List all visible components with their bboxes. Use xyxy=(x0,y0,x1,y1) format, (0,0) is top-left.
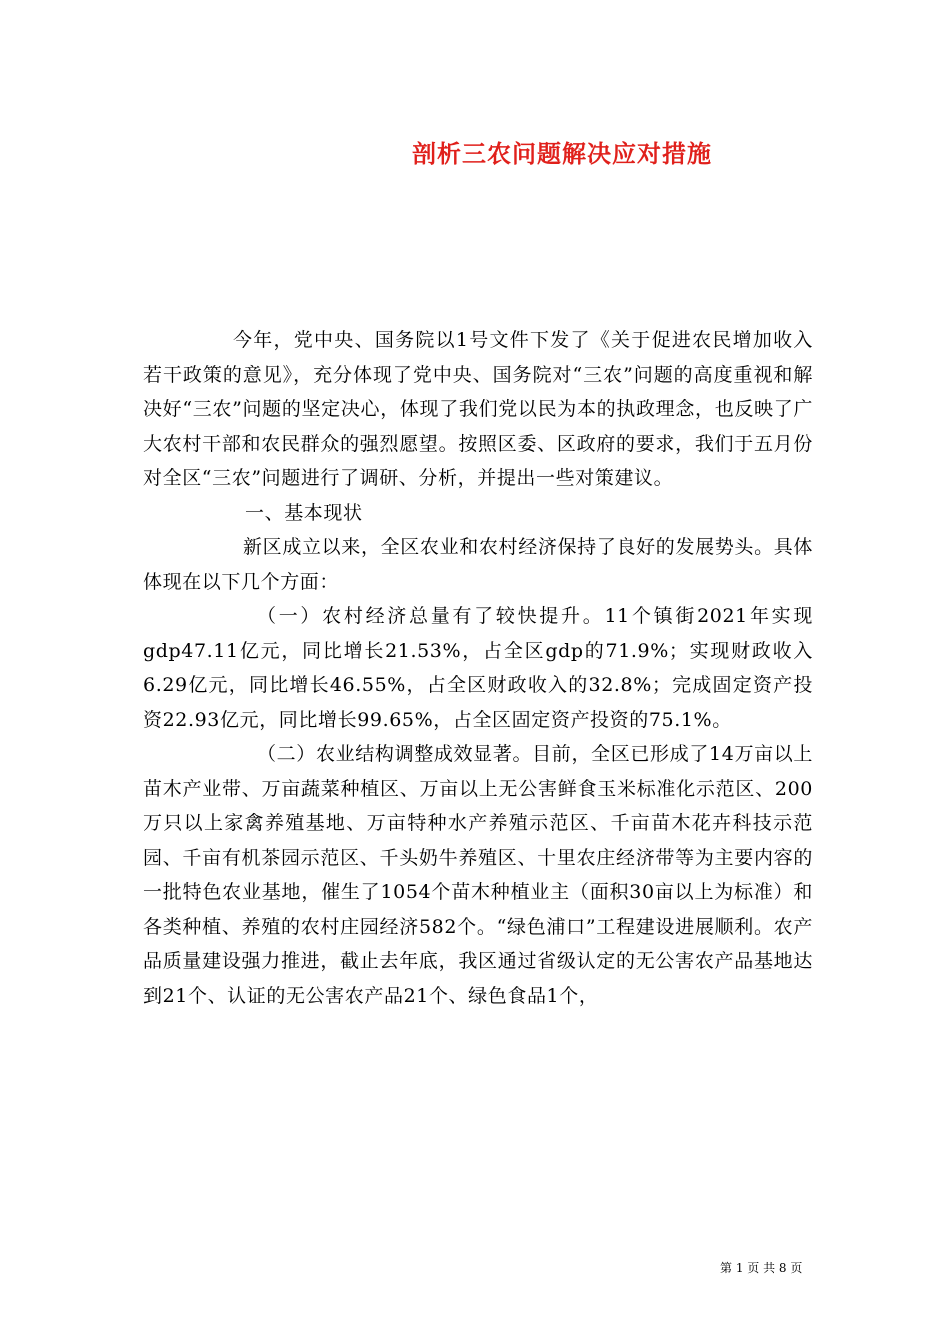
page-number-footer: 第 1 页 共 8 页 xyxy=(720,1261,803,1275)
paragraph-overview: 新区成立以来，全区农业和农村经济保持了良好的发展势头。具体体现在以下几个方面： xyxy=(143,536,813,593)
paragraph-economy-total: （一）农村经济总量有了较快提升。11个镇街2021年实现gdp47.11亿元，同比增长21.53%，占全区gdp的71.9%；实现财政收入6.29亿元，同比增长46.55%，占全区财政收入的32.8%；完成固定资产投资22.93亿元，同比增长99.65%，占全区固定资产投资的75.1%。 xyxy=(143,605,813,731)
section-heading-basic-status: 一、基本现状 xyxy=(245,501,363,524)
document-body xyxy=(143,323,813,1013)
page-title: 剖析三农问题解决应对措施 xyxy=(412,139,712,168)
paragraph-intro: 今年，党中央、国务院以1号文件下发了《关于促进农民增加收入若干政策的意见》，充分体现了党中央、国务院对“三农”问题的高度重视和解决好“三农”问题的坚定决心，体现了我们党以民为本的执政理念，也反映了广大农村干部和农民群众的强烈愿望。按照区委、区政府的要求，我们于五月份对全区“三农”问题进行了调研、分析，并提出一些对策建议。 xyxy=(143,329,813,489)
paragraph-structure-adjustment: （二）农业结构调整成效显著。目前，全区已形成了14万亩以上苗木产业带、万亩蔬菜种植区、万亩以上无公害鲜食玉米标准化示范区、200万只以上家禽养殖基地、万亩特种水产养殖示范区、千亩苗木花卉科技示范园、千亩有机茶园示范区、千头奶牛养殖区、十里农庄经济带等为主要内容的一批特色农业基地，催生了1054个苗木种植业主（面积30亩以上为标准）和各类种植、养殖的农村庄园经济582个。“绿色浦口”工程建设进展顺利。农产品质量建设强力推进，截止去年底，我区通过省级认定的无公害农产品基地达到21个、认证的无公害农产品21个、绿色食品1个， xyxy=(143,743,813,1007)
